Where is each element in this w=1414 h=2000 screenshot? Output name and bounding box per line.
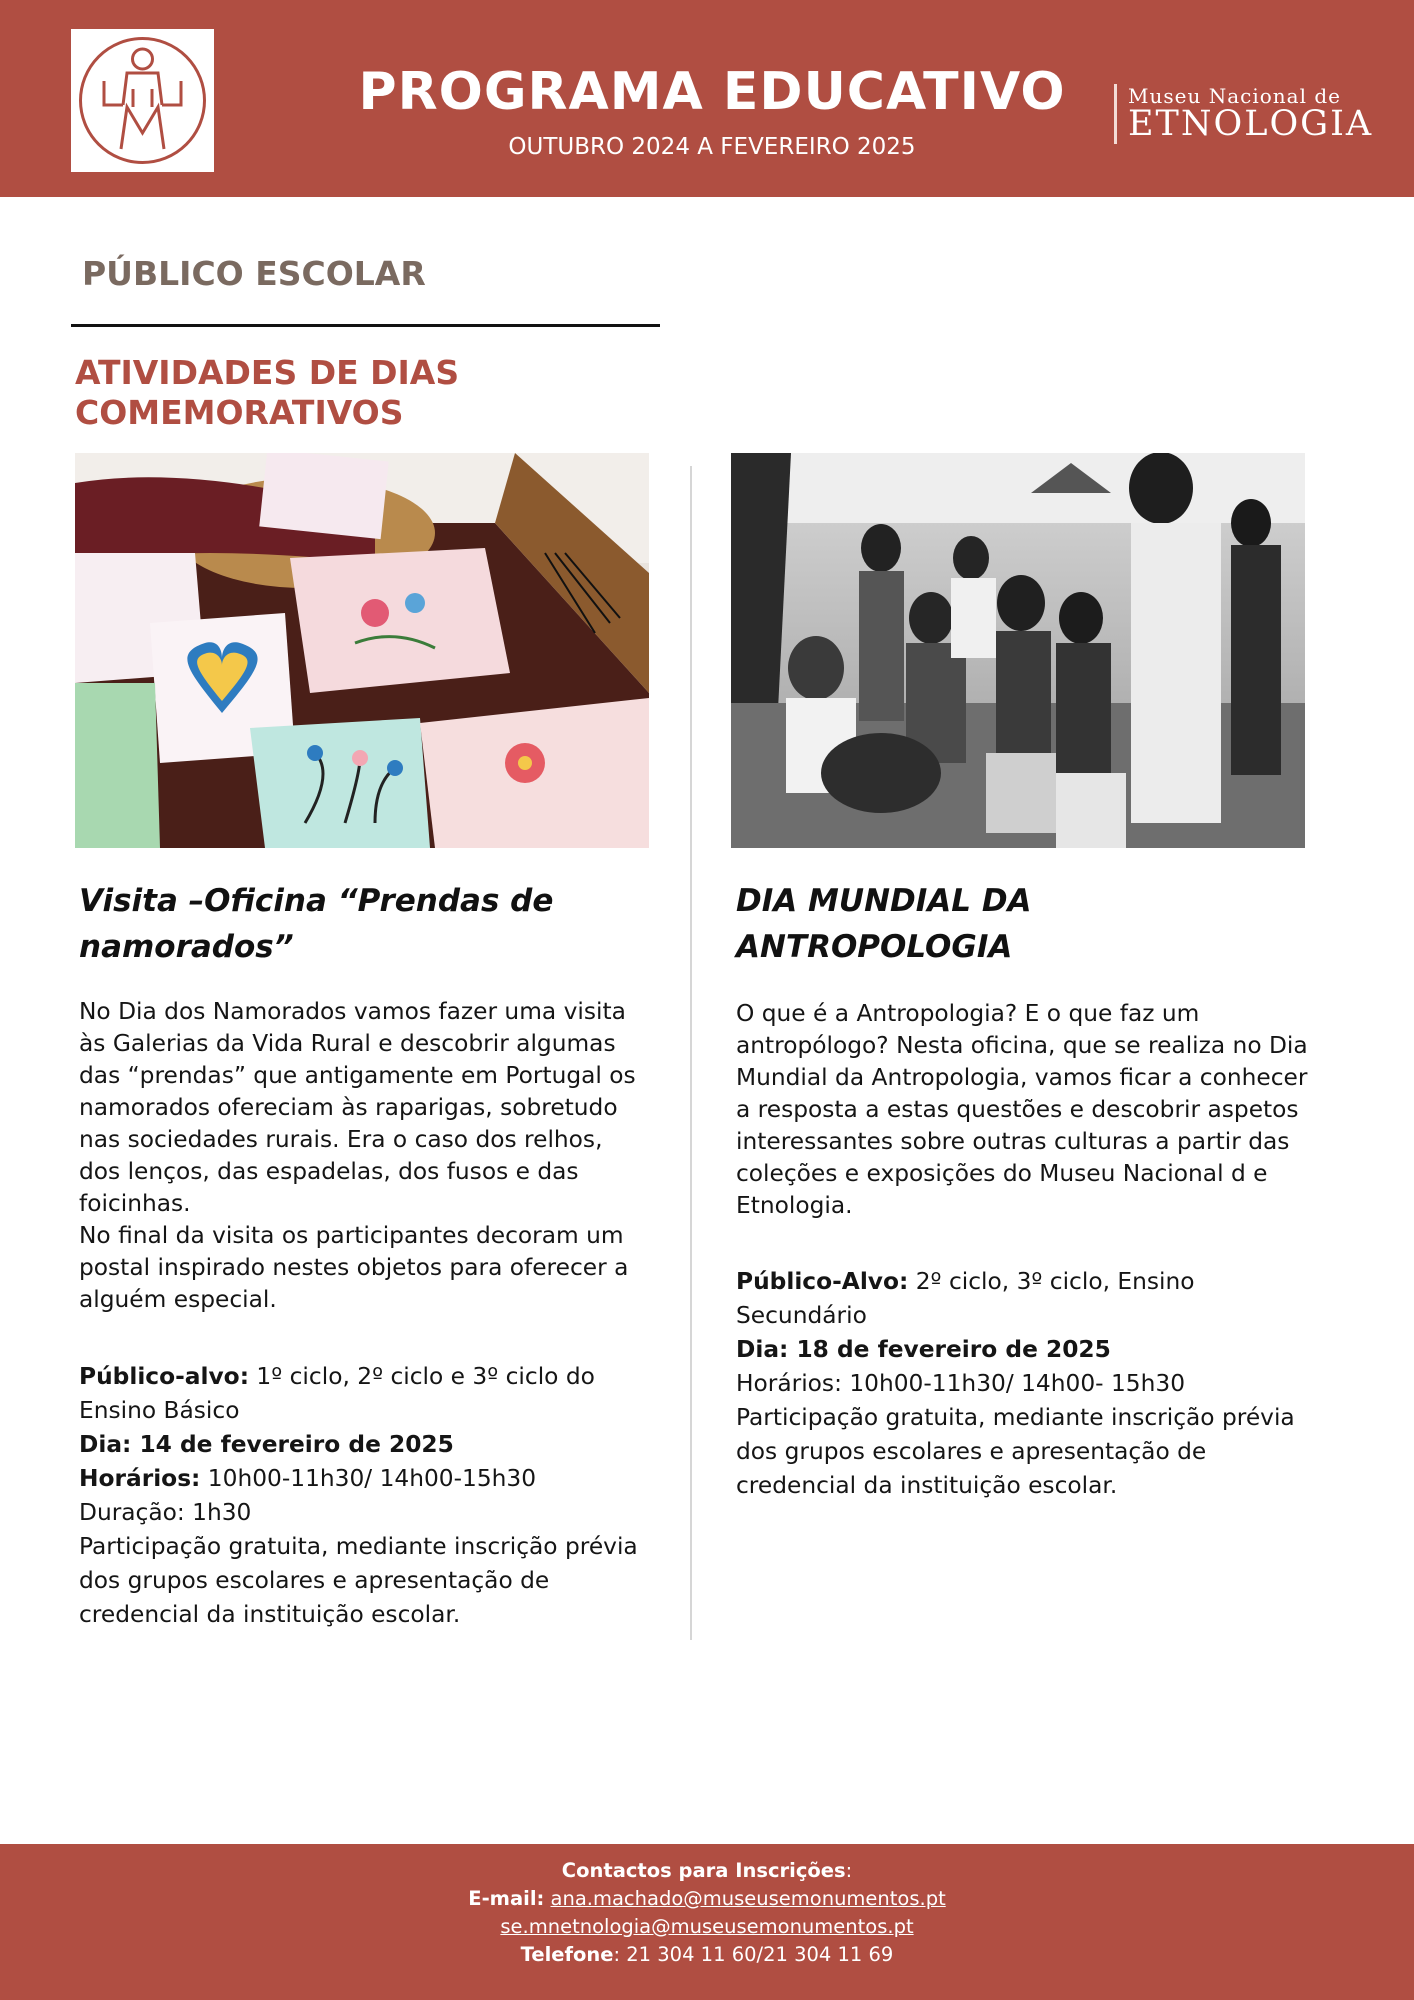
event-day — [79, 1428, 639, 1462]
event-info-valentines — [79, 1360, 639, 1632]
museum-wordmark-bar — [1114, 84, 1117, 144]
page-title: PROGRAMA EDUCATIVO — [358, 62, 1066, 122]
email-label: E-mail: — [468, 1887, 545, 1910]
header-banner — [0, 0, 1414, 197]
event-title-valentines: Visita –Oficina “Prendas de namorados” — [79, 883, 554, 965]
audience-line — [79, 1360, 639, 1428]
valentine-cards-photo — [75, 453, 649, 848]
heading-rule — [71, 324, 660, 327]
audience-heading: PÚBLICO ESCOLAR — [82, 254, 426, 293]
event-hours: Horários: 10h00-11h30/ 14h00- 15h30 — [736, 1370, 1186, 1397]
audience-line — [736, 1265, 1316, 1333]
contacts-footer — [0, 1844, 1414, 2000]
event-title-anthropology: DIA MUNDIAL DA ANTROPOLOGIA — [736, 883, 1032, 965]
email-line-2 — [0, 1914, 1414, 1940]
event-duration: Duração: 1h30 — [79, 1499, 252, 1526]
audience-value: 2º ciclo, 3º ciclo, Ensino Secundário — [736, 1268, 1195, 1329]
event-description-anthropology: O que é a Antropologia? E o que faz um antropólogo? Nesta oficina, que se realiza no Dia Mundial da Antropologia, vamos ficar a conhecer a resposta a estas questões e descobrir aspetos interessantes sobre outras culturas a partir das coleções e exposições do Museu Nacional d e Etnologia. — [736, 1000, 1308, 1219]
hours-value: 10h00-11h30/ 14h00-15h30 — [200, 1465, 537, 1492]
audience-label: Público-alvo: — [79, 1363, 250, 1390]
contacts-colon: : — [845, 1859, 853, 1882]
museum-name-line2: ETNOLOGIA — [1128, 104, 1374, 144]
phone-label: Telefone — [520, 1943, 614, 1966]
email-link-1[interactable]: ana.machado@museusemonumentos.pt — [550, 1887, 946, 1910]
event-description-valentines-1: No Dia dos Namorados vamos fazer uma visita às Galerias da Vida Rural e descobrir algumas das “prendas” que antigamente em Portugal os namorados ofereciam às raparigas, sobretudo nas sociedades rurais. Era o caso dos relhos, dos lenços, das espadelas, dos fusos e das foicinhas. — [79, 998, 636, 1217]
event-info-anthropology — [736, 1265, 1316, 1503]
participation-note: Participação gratuita, mediante inscrição prévia dos grupos escolares e apresentação de credencial da instituição escolar. — [79, 1533, 638, 1628]
contacts-label: Contactos para Inscrições — [561, 1859, 846, 1882]
page-subtitle: OUTUBRO 2024 A FEVEREIRO 2025 — [508, 134, 916, 160]
event-day-text: Dia: 14 de fevereiro de 2025 — [79, 1431, 454, 1458]
column-divider — [690, 466, 692, 1640]
event-day — [736, 1333, 1316, 1367]
email-line-1 — [0, 1886, 1414, 1912]
event-day-text: Dia: 18 de fevereiro de 2025 — [736, 1336, 1111, 1363]
phone-line — [0, 1942, 1414, 1968]
audience-value: 1º ciclo, 2º ciclo e 3º ciclo do Ensino Básico — [79, 1363, 595, 1424]
section-title: ATIVIDADES DE DIAS COMEMORATIVOS — [75, 353, 460, 432]
event-description-valentines-2: No final da visita os participantes decoram um postal inspirado nestes objetos para oferecer a alguém especial. — [79, 1222, 629, 1313]
anthropologist-with-children-photo — [731, 453, 1305, 848]
phone-value: : 21 304 11 60/21 304 11 69 — [613, 1943, 894, 1966]
contacts-heading — [0, 1858, 1414, 1884]
museum-name-line1: Museu Nacional de — [1128, 84, 1341, 108]
audience-label: Público-Alvo: — [736, 1268, 909, 1295]
participation-note: Participação gratuita, mediante inscrição prévia dos grupos escolares e apresentação de credencial da instituição escolar. — [736, 1404, 1295, 1499]
hours-label: Horários: — [79, 1465, 201, 1492]
hours-line — [79, 1462, 639, 1496]
email-link-2[interactable]: se.mnetnologia@museusemonumentos.pt — [500, 1915, 914, 1938]
